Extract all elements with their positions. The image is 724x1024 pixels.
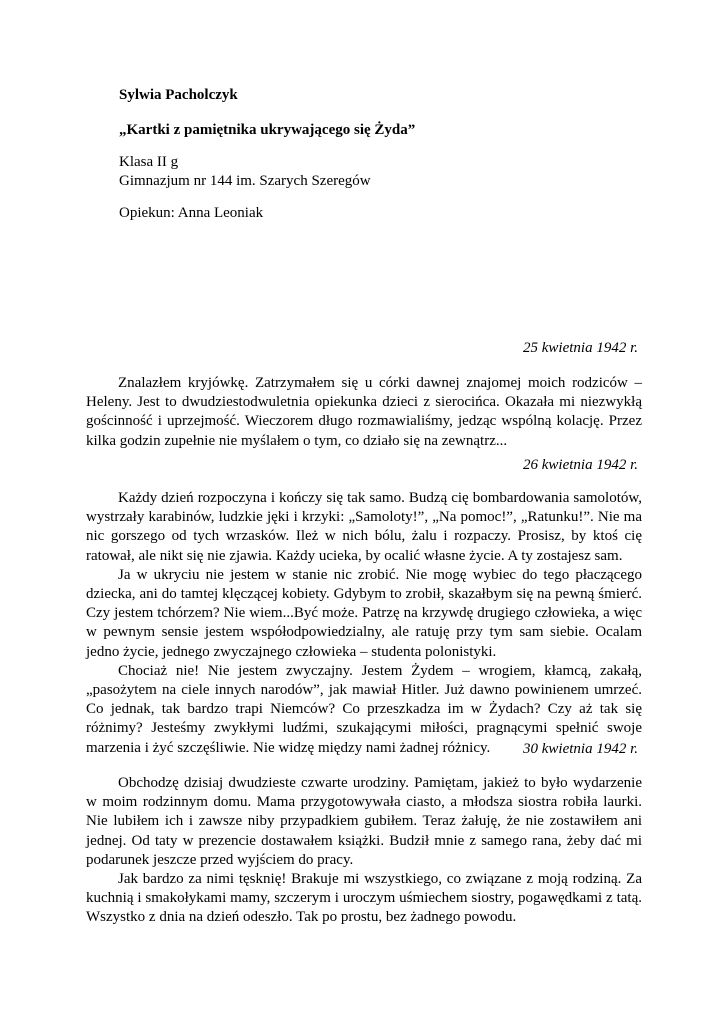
diary-entry — [86, 774, 642, 928]
entry-paragraph: Znalazłem kryjówkę. Zatrzymałem się u córki dawnej znajomej moich rodziców – Heleny. Jest to dwudziestodwuletnia opiekunka dzieci z sierocińca. Okazała mi niezwykłą gościnność i uprzejmość. Wieczorem długo rozmawialiśmy, jedząc wspólną kolację. Przez kilka godzin zupełnie nie myślałem o tym, co działo się na zewnątrz... — [86, 375, 642, 449]
entry-paragraph: Jak bardzo za nimi tęsknię! Brakuje mi wszystkiego, co związane z moją rodziną. Za kuchnią i smakołykami mamy, szczerym i uroczym uśmiechem siostry, pogawędkami z tatą. Wszystko z dnia na dzień odeszło. Tak po prostu, bez żadnego powodu. — [86, 871, 642, 926]
author-name: Sylwia Pacholczyk — [119, 87, 238, 103]
tutor-info: Opiekun: Anna Leoniak — [119, 205, 264, 221]
entry-date: 26 kwietnia 1942 r. — [523, 457, 638, 473]
class-info: Klasa II g — [119, 154, 179, 170]
entry-paragraph: Obchodzę dzisiaj dwudzieste czwarte urodziny. Pamiętam, jakież to było wydarzenie w moim rodzinnym domu. Mama przygotowywała ciasto, a młodsza siostra robiła laurki. Nie lubiłem ich i zawsze niby przypadkiem gubiłem. Teraz żałuję, że nie zostawiłem ani jednej. Od taty w prezencie dostawałem książki. Budził mnie z samego rana, żeby dać mi podarunek jeszcze przed wyjściem do pracy. — [86, 775, 642, 868]
entry-paragraph: Każdy dzień rozpoczyna i kończy się tak samo. Budzą cię bombardowania samolotów, wystrzały karabinów, ludzkie jęki i krzyki: „Samoloty!”, „Na pomoc!”, „Ratunku!”. Nie ma nic gorszego od tych wrzasków. Ileż w nich bólu, żalu i rozpaczy. Prosisz, by ktoś cię ratował, ale nikt się nie zjawia. Każdy ucieka, by ocalić własne życie. A ty zostajesz sam. — [86, 490, 642, 564]
diary-entry — [86, 489, 642, 758]
document-title: „Kartki z pamiętnika ukrywającego się Żyda” — [119, 122, 416, 138]
diary-entry — [86, 374, 642, 451]
entry-date: 25 kwietnia 1942 r. — [523, 340, 638, 356]
entry-date: 30 kwietnia 1942 r. — [523, 741, 638, 757]
entry-paragraph: Ja w ukryciu nie jestem w stanie nic zrobić. Nie mogę wybiec do tego płaczącego dziecka, ani do tamtej klęczącej kobiety. Gdybym to zrobił, skazałbym się na pewną śmierć. Czy jestem tchórzem? Nie wiem...Być może. Patrzę na krzywdę drugiego człowieka, a więc w pewnym sensie jestem współodpowiedzialny, ale ratuję przy tym sam siebie. Ocalam jedno życie, jednego zwyczajnego człowieka – studenta polonistyki. — [86, 566, 642, 660]
entry-paragraph: Chociaż nie! Nie jestem zwyczajny. Jestem Żydem – wrogiem, kłamcą, zakałą, „pasożytem na ciele innych narodów”, jak mawiał Hitler. Już dawno powinienem umrzeć. Co jednak, tak bardzo trapi Niemców? Co przeszkadza im w Żydach? Czy aż tak się różnimy? Jesteśmy zwykłymi ludźmi, szukającymi miłości, pragnącymi spełnić swoje marzenia i żyć szczęśliwie. Nie widzę między nami żadnej różnicy. — [86, 662, 642, 756]
school-info: Gimnazjum nr 144 im. Szarych Szeregów — [119, 173, 371, 189]
